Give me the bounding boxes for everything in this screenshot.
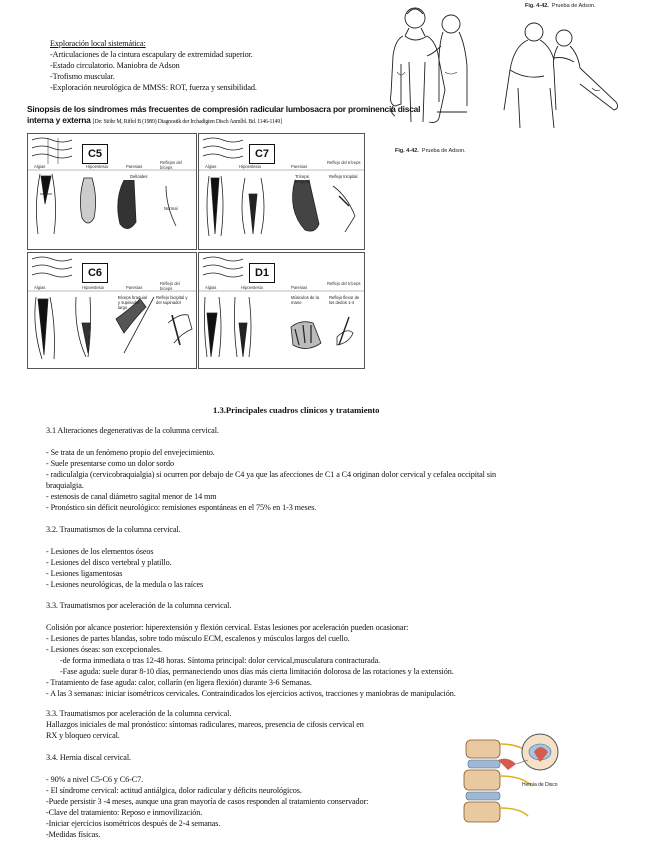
exploration-item: -Articulaciones de la cintura escapulary de extremidad superior. bbox=[50, 50, 253, 59]
figure-caption: Fig. 4-42. Prueba de Adson. bbox=[525, 3, 596, 9]
list-item: - Suele presentarse como un dolor sordo bbox=[46, 459, 174, 468]
column-header: Reflejo del tríceps bbox=[327, 160, 361, 165]
list-item: -Puede persistir 3 -4 meses, aunque una gran mayoría de casos responden al tratamiento conservador: bbox=[46, 797, 369, 806]
sinopsis-title-line2: interna y externa [De: Stöhr M, Riffel B (1989) Diagnostik der Irchadigten Disch Anmlbl. Bd. 1146-1149] bbox=[27, 115, 282, 125]
list-item: -de forma inmediata o tras 12-48 horas. Síntoma principal: dolor cervical,musculatura contracturada. bbox=[60, 656, 381, 665]
panel-note: Reflejo bicipital y del supinador bbox=[156, 295, 188, 305]
panel-note: Normal bbox=[164, 206, 178, 211]
list-item: - Lesiones de los elementos óseos bbox=[46, 547, 154, 556]
column-header: Hipoestesia bbox=[241, 285, 263, 290]
list-item: - Lesiones óseas: son excepcionales. bbox=[46, 645, 162, 654]
subsection-title: 3.4. Hernia discal cervical. bbox=[46, 753, 131, 762]
list-item: - A las 3 semanas: iniciar isométricos cervicales. Contraindicados los ejercicios activos, tracciones y maniobras de manipulación. bbox=[46, 689, 456, 698]
column-header: Paresias bbox=[291, 164, 308, 169]
column-header: Hipoestesia bbox=[86, 164, 108, 169]
radicular-panel-c7 bbox=[198, 133, 365, 250]
exploration-item: -Estado circulatorio. Maniobra de Adson bbox=[50, 61, 180, 70]
subsection-title: 3.1 Alteraciones degenerativas de la columna cervical. bbox=[46, 426, 219, 435]
list-item: - 90% a nivel C5-C6 y C6-C7. bbox=[46, 775, 144, 784]
radicular-panel-d1 bbox=[198, 252, 365, 369]
list-item: - estenosis de canal diámetro sagital menor de 14 mm bbox=[46, 492, 217, 501]
column-header: Algias bbox=[34, 164, 46, 169]
level-label: C5 bbox=[82, 144, 108, 164]
column-header: Paresias bbox=[126, 285, 143, 290]
list-item: - Se trata de un fenómeno propio del envejecimiento. bbox=[46, 448, 215, 457]
column-header: Algias bbox=[205, 164, 217, 169]
subsection-title: 3.3. Traumatismos por aceleración de la columna cervical. bbox=[46, 601, 232, 610]
list-item: - El síndrome cervical: actitud antiálgica, dolor radicular y déficits neurológicos. bbox=[46, 786, 302, 795]
list-item: - Tratamiento de fase aguda: calor, collarín (en ligera flexión) durante 3-6 Semanas. bbox=[46, 678, 312, 687]
radicular-panel-c6 bbox=[27, 252, 197, 369]
panel-note: Músculos de la mano bbox=[291, 295, 319, 305]
herniated-disc-illustration bbox=[458, 730, 570, 830]
panel-note: Tríceps braquial bbox=[295, 174, 310, 184]
subsection-title: 3.2. Traumatismos de la columna cervical. bbox=[46, 525, 181, 534]
panel-note: Bíceps braquial y supinador largo bbox=[118, 295, 147, 310]
list-item: - Lesiones neurológicas, de la medula o las raíces bbox=[46, 580, 204, 589]
list-item: -Iniciar ejercicios isométricos después de 2-4 semanas. bbox=[46, 819, 221, 828]
list-item: - Lesiones de partes blandas, sobre todo músculo ECM, escalenos y músculos largos del cuello. bbox=[46, 634, 350, 643]
sinopsis-title: Sinopsis de los síndromes más frecuentes de compresión radicular lumbosacra por prominencia discal bbox=[27, 104, 421, 114]
exploration-title: Exploración local sistemática: bbox=[50, 39, 146, 48]
column-header: Hipoestesia bbox=[239, 164, 261, 169]
column-header: Algias bbox=[205, 285, 217, 290]
column-header: Reflejo del bíceps bbox=[160, 281, 180, 291]
level-label: D1 bbox=[249, 263, 275, 283]
list-item: - radiculalgia (cervicobraquialgia) si ocurren por debajo de C4 ya que las afecciones de C1 a C4 originan dolor cervical y cefalea occipital sin bbox=[46, 470, 497, 479]
list-item: braquialgia. bbox=[46, 481, 84, 490]
list-item: - Pronóstico sin déficit neurológico: remisiones espontáneas en el 75% en 1-3 meses. bbox=[46, 503, 317, 512]
list-item: - Lesiones del disco vertebral y platillo. bbox=[46, 558, 172, 567]
radicular-panel-c5 bbox=[27, 133, 197, 250]
paragraph: Hallazgos iniciales de mal pronóstico: síntomas radiculares, mareos, presencia de cifosis cervical en bbox=[46, 720, 364, 729]
paragraph: RX y bloqueo cervical. bbox=[46, 731, 120, 740]
adson-test-illustration-2 bbox=[500, 18, 620, 133]
column-header: Reflejos del bíceps bbox=[160, 160, 182, 170]
section-title: 1.3.Principales cuadros clínicos y tratamiento bbox=[213, 405, 380, 415]
exploration-item: -Exploración neurológica de MMSS: ROT, fuerza y sensibilidad. bbox=[50, 83, 257, 92]
figure-caption: Fig. 4-42. Prueba de Adson. bbox=[395, 148, 466, 154]
list-item: -Clave del tratamiento: Reposo e inmovilización. bbox=[46, 808, 203, 817]
panel-note: Reflejo flexor de los dedos 1-4 bbox=[329, 295, 360, 305]
list-item: -Medidas físicas. bbox=[46, 830, 101, 839]
hernia-caption: Hernia de Disco bbox=[522, 782, 558, 788]
adson-test-illustration-1 bbox=[385, 2, 485, 142]
column-header: Reflejo del tríceps bbox=[327, 281, 361, 286]
column-header: Paresias bbox=[126, 164, 143, 169]
panel-note: Deltoides bbox=[130, 174, 148, 179]
level-label: C7 bbox=[249, 144, 275, 164]
paragraph: Colisión por alcance posterior: hiperextensión y flexión cervical. Estas lesiones por aceleración pueden ocasionar: bbox=[46, 623, 409, 632]
subsection-title: 3.3. Traumatismos por aceleración de la columna cervical. bbox=[46, 709, 232, 718]
column-header: Paresias bbox=[291, 285, 308, 290]
panel-note: Reflejo tricipital bbox=[329, 174, 358, 179]
list-item: -Fase aguda: suele durar 8-10 días, permaneciendo unos días más cierta limitación dolorosa de las rotaciones y la extensión. bbox=[60, 667, 454, 676]
level-label: C6 bbox=[82, 263, 108, 283]
exploration-item: -Trofismo muscular. bbox=[50, 72, 115, 81]
column-header: Algias bbox=[34, 285, 46, 290]
column-header: Hipoestesia bbox=[82, 285, 104, 290]
list-item: - Lesiones ligamentosas bbox=[46, 569, 123, 578]
